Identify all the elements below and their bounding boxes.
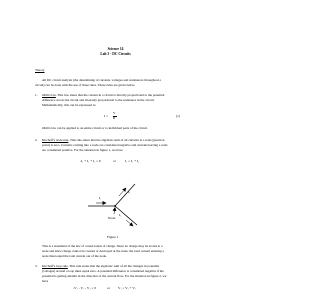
node-rule-or: or — [113, 159, 116, 163]
rule3-line-4: have — [42, 279, 49, 283]
node-dot — [114, 205, 116, 207]
node-rule-equation-a: -I₁ + I₂ + I₃ = 0 — [80, 159, 101, 163]
label-i1: I₁ — [99, 196, 102, 200]
loop-rule-equation-a: -V₁ - V₂ - V₃ = 0 — [73, 286, 96, 290]
course-title: Science 14 — [107, 47, 124, 51]
theory-heading: Theory — [35, 68, 45, 72]
label-i2: I₂ — [128, 190, 131, 194]
lab-title: Lab 3 - DC Circuits — [100, 52, 131, 56]
rule1-line-2: difference across the circuit and inversely proportional to the resistance in the circuit. — [42, 98, 155, 102]
conservation-line-2: node and since charge cannot be created or destroyed at the node, the total current entering a — [42, 249, 164, 253]
loop-rule-or: or — [107, 286, 110, 290]
rule2-line-1: . This rule states that the algebraic sum of all currents at a node (junction — [68, 138, 165, 142]
node-rule-equation-b: I₁ = I₂ + I₃ — [125, 159, 140, 163]
rule3-title: Kirchoff's loop rule — [42, 264, 68, 268]
conservation-line-3: node must equal the total current out of the node. — [42, 254, 107, 258]
ohms-law-numerator: V — [113, 111, 116, 115]
rule2-number: 2. — [35, 138, 38, 142]
loop-rule-equation-b: V₁ = V₂ + V₃ — [118, 286, 136, 290]
rule2-line-3: are considered positive. For the situation in figure 1, we have — [42, 148, 123, 152]
rule3-line-2: (voltages) around a loop must equal zero. A potential difference is considered negative if the — [42, 269, 164, 273]
rule2-line-2: point) is zero. Currents coming into a node are considered negative and currents leaving a node — [42, 143, 168, 147]
figure-1-caption: Figure 1 — [107, 235, 119, 239]
intro-line-2: circuit) can be done with the use of three rules. These rules are given below. — [35, 83, 136, 87]
rule3-number: 3. — [35, 264, 38, 268]
node-label: Node — [108, 216, 116, 220]
rule1-line-1: . This law states that the current in a circuit is directly proportional to the potential — [55, 93, 165, 97]
intro-line-1: All DC circuit analysis (the determining of currents, voltages and resistances throughout a — [42, 78, 161, 82]
ohms-law-note: Ohm's law can be applied to an entire circuit or to individual parts of the circuit. — [42, 126, 148, 130]
rule1-title: Ohm's law — [42, 93, 56, 97]
ohms-law-denominator: R — [113, 116, 116, 120]
wire-i2 — [115, 184, 135, 206]
rule3-line-1: . This rule states that the algebraic sum of all the changes in potential — [67, 264, 159, 268]
conservation-line-1: This is a statement of the law of conservation of charge. Since no charge may be stored at a — [42, 244, 163, 248]
ohms-law-lhs: I = — [104, 114, 108, 118]
equation-1-label: (1) — [176, 114, 180, 118]
rule1-line-3: Mathematically, this can be expressed as — [42, 103, 96, 107]
rule1-number: 1. — [35, 93, 38, 97]
label-i3: I₃ — [119, 213, 122, 217]
node-pointer — [114, 208, 115, 215]
rule3-line-3: potential is getting smaller in the direction of the current flow. For the situation in figure 2, we — [42, 274, 167, 278]
rule2-title: Kirchoff's node rule — [42, 138, 69, 142]
